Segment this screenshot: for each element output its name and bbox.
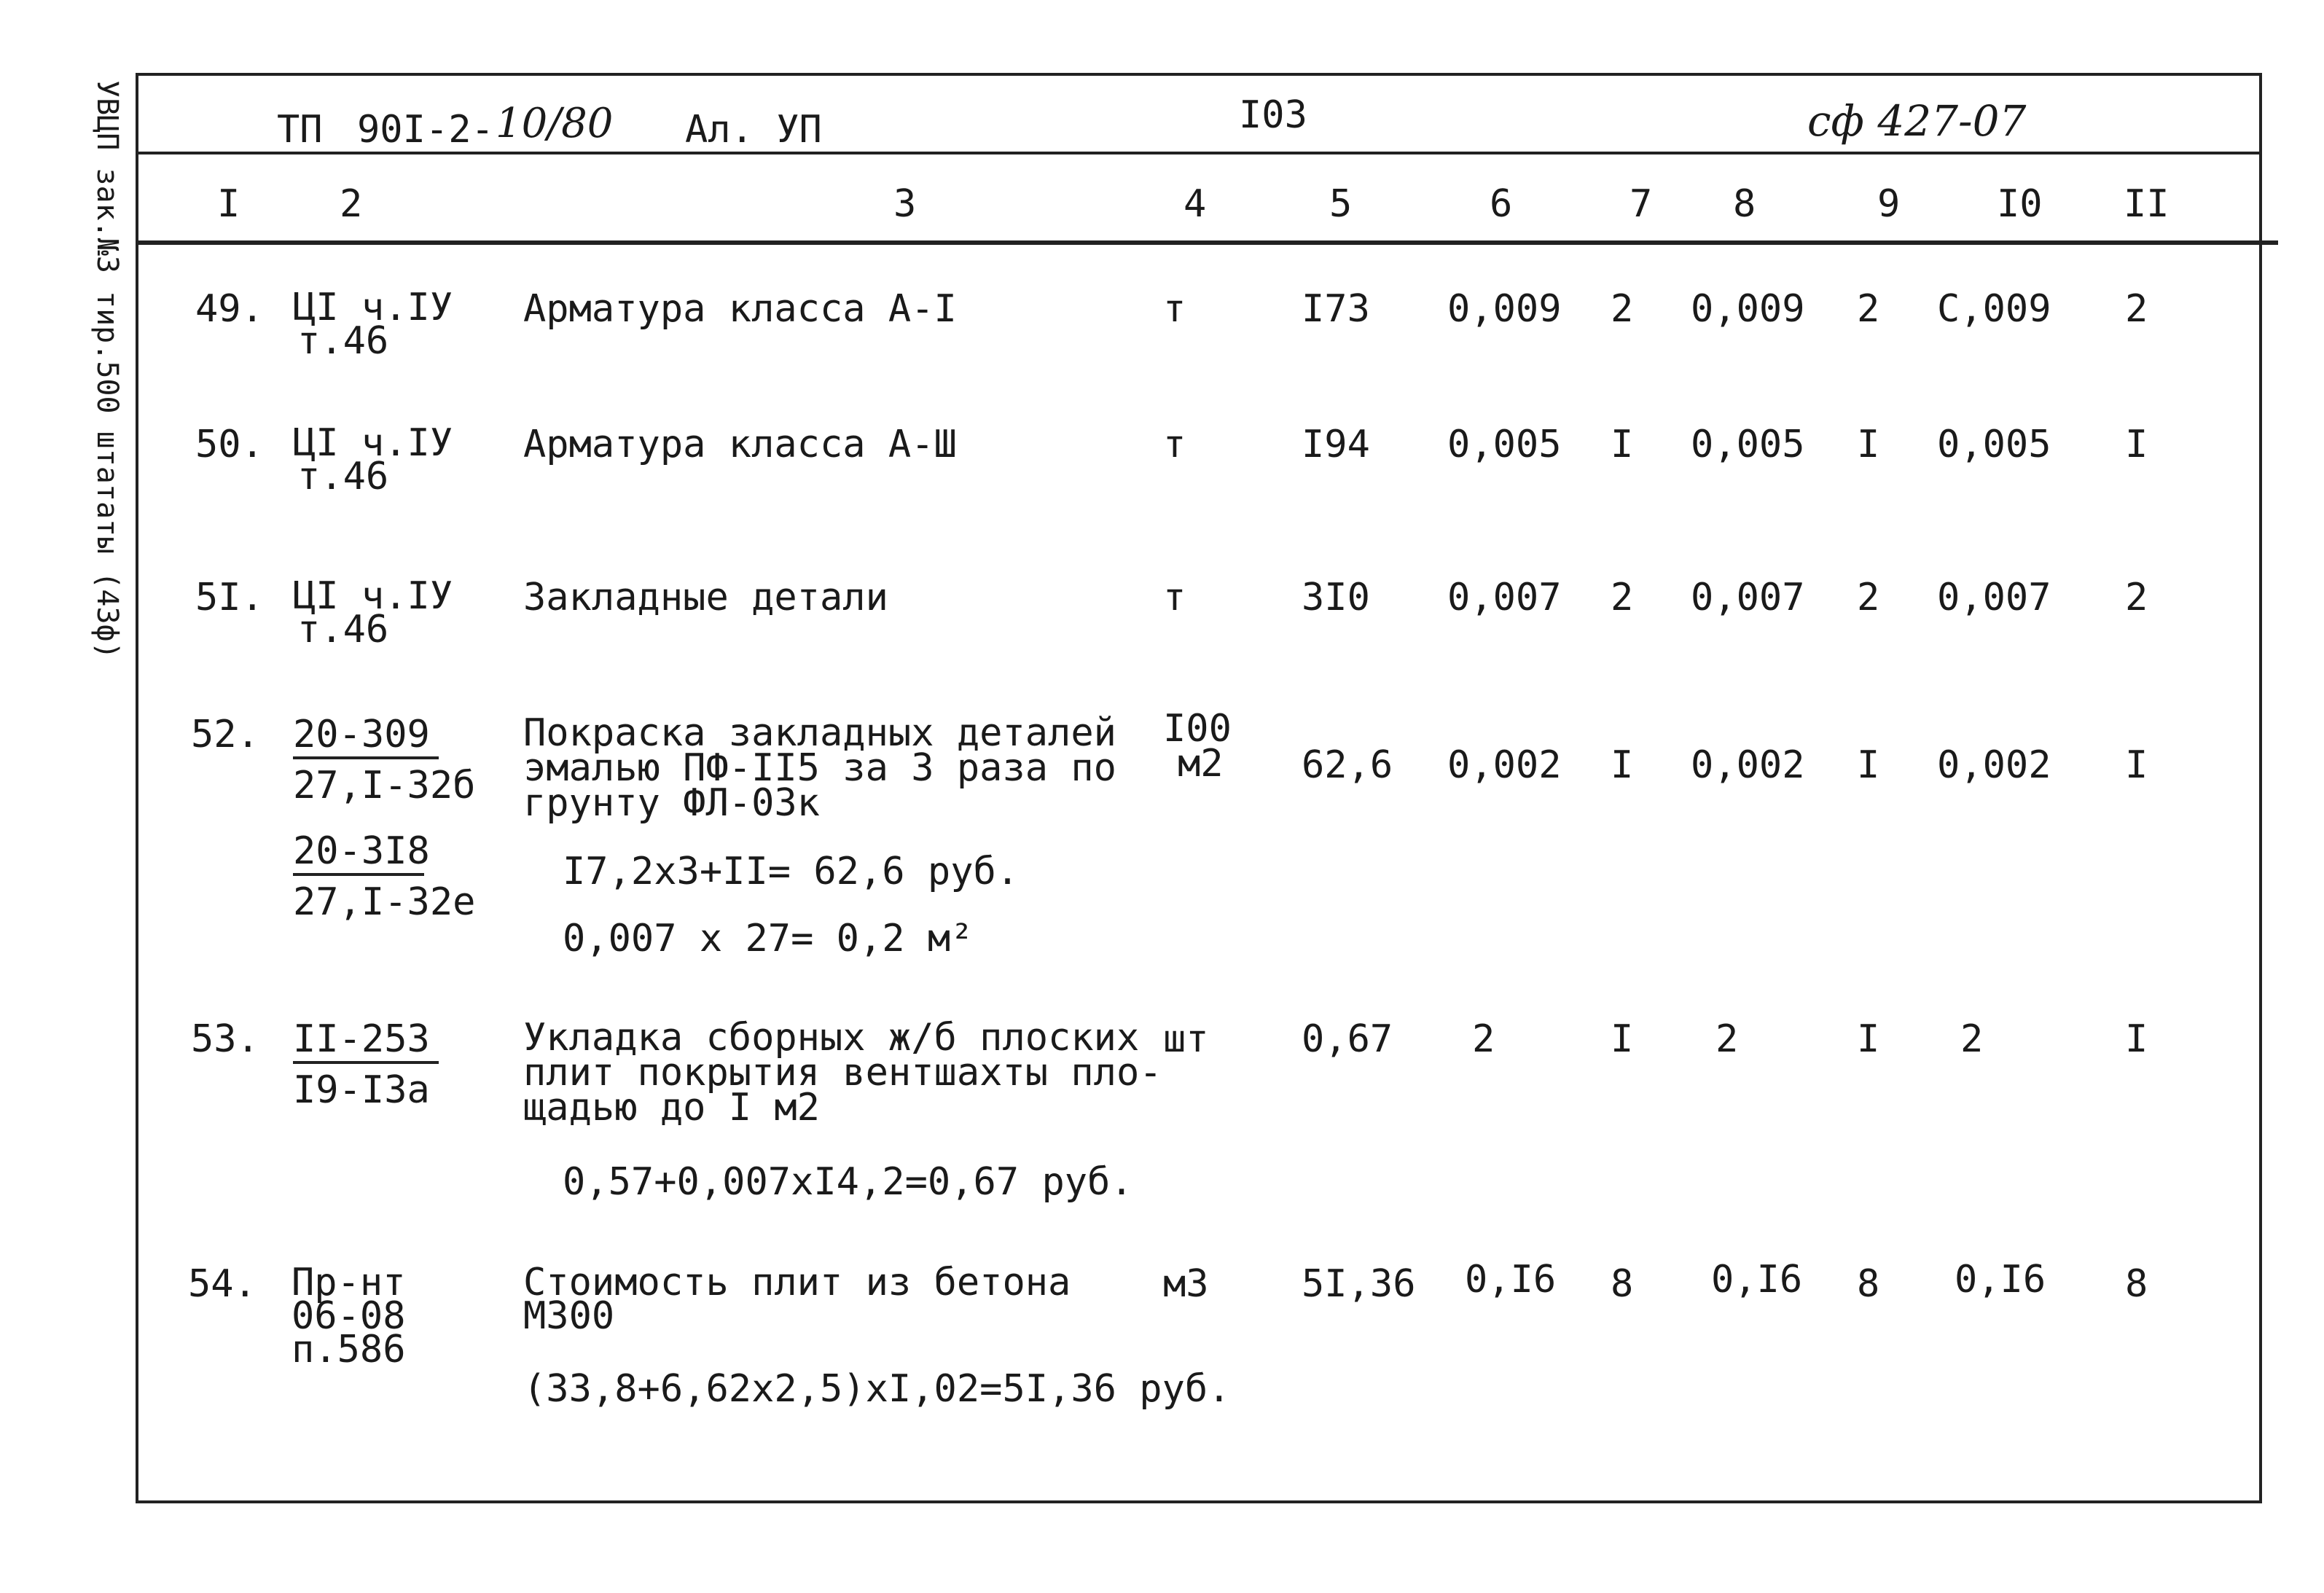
row-reference-line2: т.46 <box>297 319 389 363</box>
row-col6: 0,002 <box>1447 743 1562 787</box>
row-col8: 0,002 <box>1691 743 1805 787</box>
row-col5: 3I0 <box>1302 576 1370 619</box>
row-col8: 0,009 <box>1691 287 1805 331</box>
row-col10: С,009 <box>1937 287 2051 331</box>
row-calculation: I7,2x3+II= 62,6 руб. <box>563 850 1020 893</box>
row-reference-line3: п.586 <box>292 1328 406 1371</box>
row-calculation: (33,8+6,62x2,5)xI,02=5I,36 руб. <box>523 1367 1231 1411</box>
col-header-4: 4 <box>1183 182 1207 226</box>
row-col11: 2 <box>2125 576 2148 619</box>
col-header-5: 5 <box>1329 182 1353 226</box>
row-reference-a-bottom: 27,I-32б <box>293 764 476 807</box>
col-header-8: 8 <box>1733 182 1756 226</box>
project-code: 90I-2- <box>357 108 494 152</box>
row-col9: I <box>1857 1017 1880 1061</box>
row-col7: I <box>1611 743 1634 787</box>
row-reference-b-top: 20-3I8 <box>293 832 424 876</box>
row-calculation: 0,57+0,007xI4,2=0,67 руб. <box>563 1160 1133 1204</box>
row-name: Покраска закладных деталей <box>523 711 1116 755</box>
row-col6: 0,005 <box>1447 423 1562 466</box>
project-label: ТП <box>277 108 323 152</box>
row-unit: т <box>1163 423 1186 466</box>
row-col8: 2 <box>1715 1017 1739 1061</box>
row-reference-b-bottom: 27,I-32е <box>293 880 476 924</box>
row-col6: 0,I6 <box>1465 1258 1557 1302</box>
row-col7: 2 <box>1611 576 1634 619</box>
row-unit: т <box>1163 576 1186 619</box>
row-col5: I94 <box>1302 423 1370 466</box>
row-col5: 62,6 <box>1302 743 1393 787</box>
row-col10: 0,I6 <box>1955 1258 2046 1302</box>
row-unit: I00 <box>1163 707 1232 751</box>
row-col9: 2 <box>1857 287 1880 331</box>
row-col8: 0,005 <box>1691 423 1805 466</box>
row-reference-a-top: II-253 <box>293 1020 439 1064</box>
col-header-3: 3 <box>893 182 917 226</box>
row-col10: 0,002 <box>1937 743 2051 787</box>
row-reference: Пр-нт <box>292 1261 406 1304</box>
row-name: Закладные детали <box>523 576 888 619</box>
row-unit-line2: м2 <box>1178 742 1224 786</box>
columns-divider <box>136 240 2278 245</box>
row-number: 54. <box>188 1262 257 1306</box>
row-col6: 2 <box>1472 1017 1495 1061</box>
col-header-9: 9 <box>1877 182 1901 226</box>
row-reference-a-top: 20-309 <box>293 716 439 759</box>
row-col7: I <box>1611 1017 1634 1061</box>
row-name: Укладка сборных ж/б плоских <box>523 1016 1140 1060</box>
col-header-7: 7 <box>1629 182 1653 226</box>
archive-number-handwritten: сф 427-07 <box>1807 96 2027 146</box>
page-number: I03 <box>1239 93 1307 137</box>
row-name-line2: плит покрытия вентшахты пло- <box>523 1051 1162 1095</box>
row-name-line3: щадью до I м2 <box>523 1086 820 1130</box>
row-col11: 2 <box>2125 287 2148 331</box>
row-col8: 0,007 <box>1691 576 1805 619</box>
row-name: Стоимость плит из бетона <box>523 1261 1071 1304</box>
row-col11: I <box>2125 743 2148 787</box>
row-number: 49. <box>195 287 264 331</box>
row-reference-a-bottom: I9-I3а <box>293 1068 430 1112</box>
row-name: Арматура класса А-Ш <box>523 423 957 466</box>
row-col8: 0,I6 <box>1711 1258 1803 1302</box>
row-number: 50. <box>195 423 264 466</box>
row-unit: шт <box>1163 1017 1209 1061</box>
row-col6: 0,009 <box>1447 287 1562 331</box>
row-unit: т <box>1163 287 1186 331</box>
row-reference: ЦI ч.IУ <box>293 286 453 329</box>
row-reference-line2: 06-08 <box>292 1294 406 1338</box>
row-col7: 8 <box>1611 1262 1634 1306</box>
row-col9: 8 <box>1857 1262 1880 1306</box>
row-col7: I <box>1611 423 1634 466</box>
row-col11: I <box>2125 423 2148 466</box>
album-label: Ал. УП <box>685 108 822 152</box>
header-divider <box>136 152 2259 154</box>
row-col9: I <box>1857 743 1880 787</box>
row-name-line3: грунту ФЛ-03к <box>523 781 820 825</box>
row-col10: 2 <box>1960 1017 1984 1061</box>
row-col10: 0,007 <box>1937 576 2051 619</box>
row-reference: ЦI ч.IУ <box>293 421 453 465</box>
row-unit: м3 <box>1163 1262 1209 1306</box>
col-header-1: I <box>217 182 240 226</box>
col-header-11: II <box>2124 182 2170 226</box>
row-reference-line2: т.46 <box>297 608 389 651</box>
col-header-6: 6 <box>1490 182 1513 226</box>
row-name: Арматура класса А-I <box>523 287 957 331</box>
row-col10: 0,005 <box>1937 423 2051 466</box>
row-number: 52. <box>191 713 259 756</box>
row-col9: I <box>1857 423 1880 466</box>
row-col5: 5I,36 <box>1302 1262 1416 1306</box>
row-col7: 2 <box>1611 287 1634 331</box>
row-name-line2: М300 <box>523 1294 615 1338</box>
row-reference: ЦI ч.IУ <box>293 574 453 618</box>
row-number: 53. <box>191 1017 259 1061</box>
row-reference-line2: т.46 <box>297 455 389 498</box>
row-col6: 0,007 <box>1447 576 1562 619</box>
row-col5: I73 <box>1302 287 1370 331</box>
margin-stamp: УВЦП зак.№3 тир.500 штататы (43ф) <box>90 80 124 659</box>
row-col5: 0,67 <box>1302 1017 1393 1061</box>
col-header-10: I0 <box>1997 182 2043 226</box>
row-col9: 2 <box>1857 576 1880 619</box>
row-calculation-line2: 0,007 x 27= 0,2 м² <box>563 917 974 960</box>
row-col11: I <box>2125 1017 2148 1061</box>
row-number: 5I. <box>195 576 264 619</box>
col-header-2: 2 <box>340 182 363 226</box>
project-code-handwritten: 10/80 <box>496 100 614 147</box>
row-col11: 8 <box>2125 1262 2148 1306</box>
row-name-line2: эмалью ПФ-II5 за 3 раза по <box>523 746 1116 790</box>
